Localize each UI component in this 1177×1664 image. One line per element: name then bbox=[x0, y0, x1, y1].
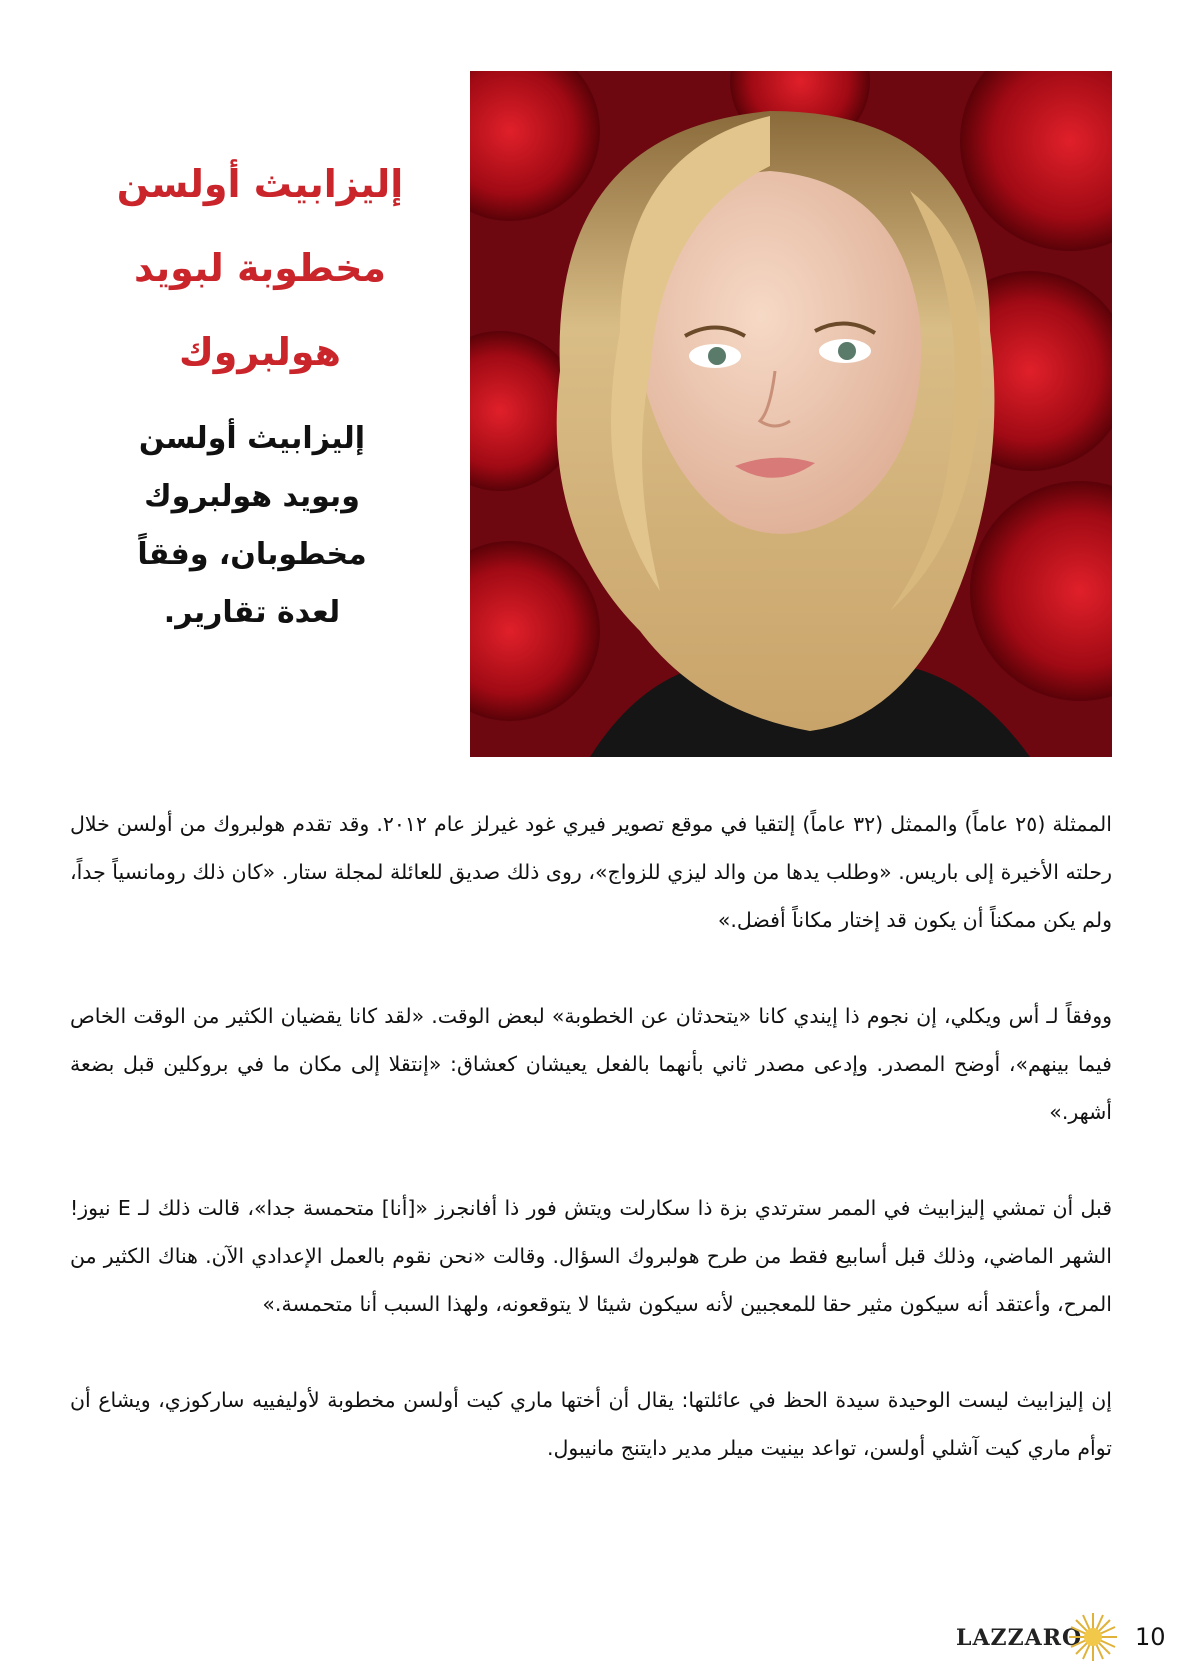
article-paragraph: قبل أن تمشي إليزابيث في الممر سترتدي بزة ذا سكارلت ويتش فور ذا أفانجرز «[أنا] متحمسة جدا»، قالت ذلك لـ E نيوز! الشهر الماضي، وذلك قبل أسابيع فقط من طرح هولبروك السؤال. وقالت «نحن نقوم بالعمل الإعدادي الآن. هناك الكثير من المرح، وأعتقد أنه سيكون مثير حقا للمعجبين لأنه سيكون شيئا لا يتوقعونه، ولهذا السبب أنا متحمسة.» bbox=[70, 1196, 1113, 1316]
lazzaro-logo: LAZZARO bbox=[956, 1625, 1083, 1651]
lead-line: لعدة تقارير. bbox=[163, 595, 341, 630]
lead-line: وبويد هولبروك bbox=[144, 479, 360, 514]
lead-line: مخطوبان، وفقاً bbox=[137, 537, 367, 572]
article-headline bbox=[90, 142, 430, 394]
page-number: 10 bbox=[1135, 1623, 1166, 1651]
lead-line: إليزابيث أولسن bbox=[138, 421, 366, 456]
headline-line: هولبروك bbox=[178, 330, 342, 374]
article-paragraph: ووفقاً لـ أس ويكلي، إن نجوم ذا إيندي كانا «يتحدثان عن الخطوبة» لبعض الوقت. «لقد كانا يقضيان الكثير من الوقت الخاص فيما بينهم»، أوضح المصدر. وإدعى مصدر ثاني بأنهما بالفعل يعيشان كعشاق: «إنتقلا إلى مكان ما في بروكلين قبل بضعة أشهر.» bbox=[70, 1004, 1112, 1124]
article-body bbox=[70, 800, 1112, 1520]
portrait-photo bbox=[470, 71, 1112, 757]
article-paragraph: الممثلة (٢٥ عاماً) والممثل (٣٢ عاماً) إلتقيا في موقع تصوير فيري غود غيرلز عام ٢٠١٢. وقد تقدم هولبروك من أولسن خلال رحلته الأخيرة إلى باريس. «وطلب يدها من والد ليزي للزواج»، روى ذلك صديق للعائلة لمجلة ستار. «كان ذلك رومانسياً جداً، ولم يكن ممكناً أن يكون قد إختار مكاناً أفضل.» bbox=[70, 812, 1112, 932]
sun-logo-icon bbox=[1067, 1611, 1119, 1663]
article-lead bbox=[130, 410, 374, 642]
article-paragraph: إن إليزابيث ليست الوحيدة سيدة الحظ في عائلتها: يقال أن أختها ماري كيت أولسن مخطوبة لأوليفييه ساركوزي، ويشاع أن توأم ماري كيت آشلي أولسن، تواعد بينيت ميلر مدير دايتنج مانيبول. bbox=[70, 1388, 1112, 1460]
headline-line: مخطوبة لبويد bbox=[133, 246, 387, 290]
headline-line: إليزابيث أولسن bbox=[116, 162, 404, 206]
